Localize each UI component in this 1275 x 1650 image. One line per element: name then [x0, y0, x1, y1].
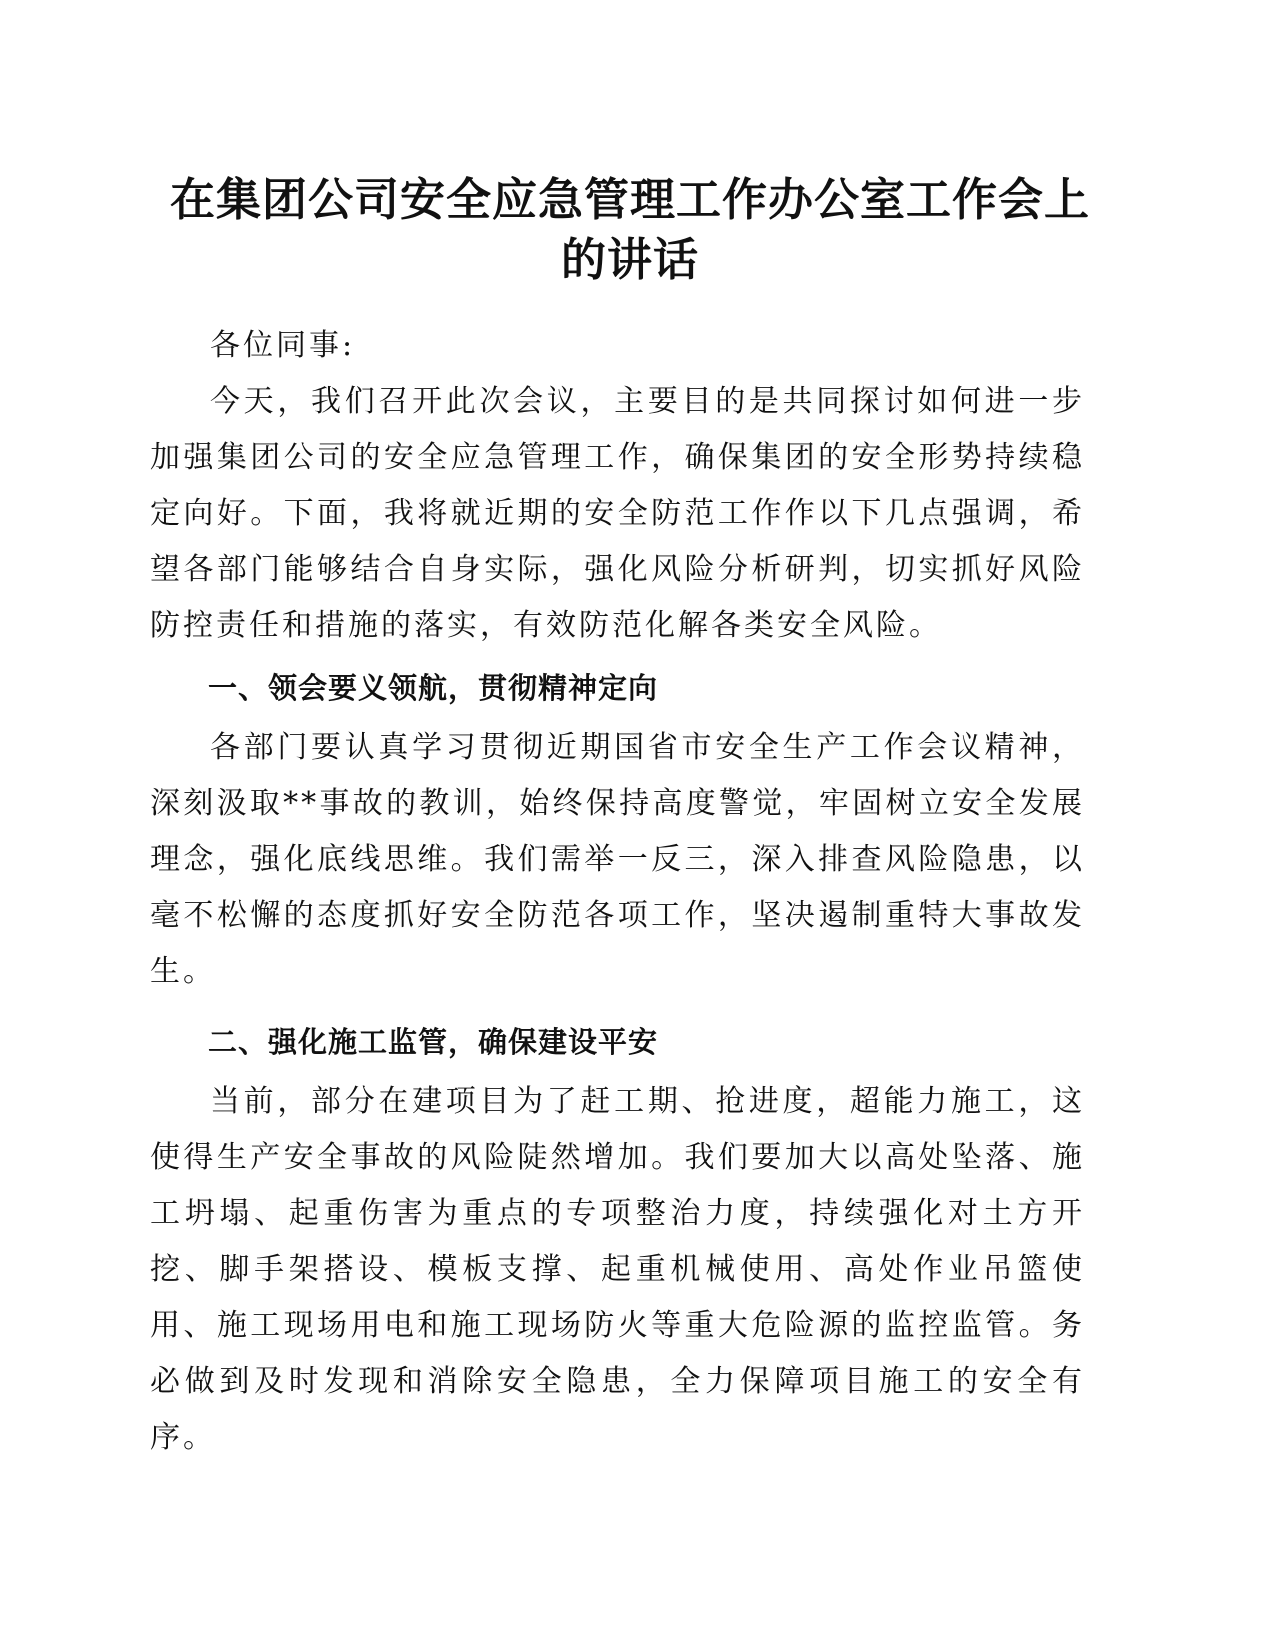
- intro-paragraph: 今天，我们召开此次会议，主要目的是共同探讨如何进一步加强集团公司的安全应急管理工作，确保集团的安全形势持续稳定向好。下面，我将就近期的安全防范工作作以下几点强调，希望各部门能够结合自身实际，强化风险分析研判，切实抓好风险防控责任和措施的落实，有效防范化解各类安全风险。: [150, 384, 1085, 643]
- section-paragraph-2: 当前，部分在建项目为了赶工期、抢进度，超能力施工，这使得生产安全事故的风险陡然增加。我们要加大以高处坠落、施工坍塌、起重伤害为重点的专项整治力度，持续强化对土方开挖、脚手架搭设、模板支撑、起重机械使用、高处作业吊篮使用、施工现场用电和施工现场防火等重大危险源的监控监管。务必做到及时发现和消除安全隐患，全力保障项目施工的安全有序。: [150, 1084, 1085, 1455]
- document-body: [150, 318, 1085, 1466]
- section-heading-1: 一、领会要义领航，贯彻精神定向: [208, 671, 659, 705]
- section-paragraph-1: 各部门要认真学习贯彻近期国省市安全生产工作会议精神，深刻汲取**事故的教训，始终保持高度警觉，牢固树立安全发展理念，强化底线思维。我们需举一反三，深入排查风险隐患，以毫不松懈的态度抓好安全防范各项工作，坚决遏制重特大事故发生。: [150, 730, 1085, 989]
- section-heading-2: 二、强化施工监管，确保建设平安: [208, 1025, 659, 1059]
- title-line-2: 的讲话: [560, 233, 699, 286]
- title-line-1: 在集团公司安全应急管理工作办公室工作会上: [169, 173, 1090, 226]
- document-title: [150, 170, 1110, 290]
- salutation: 各位同事:: [210, 328, 356, 363]
